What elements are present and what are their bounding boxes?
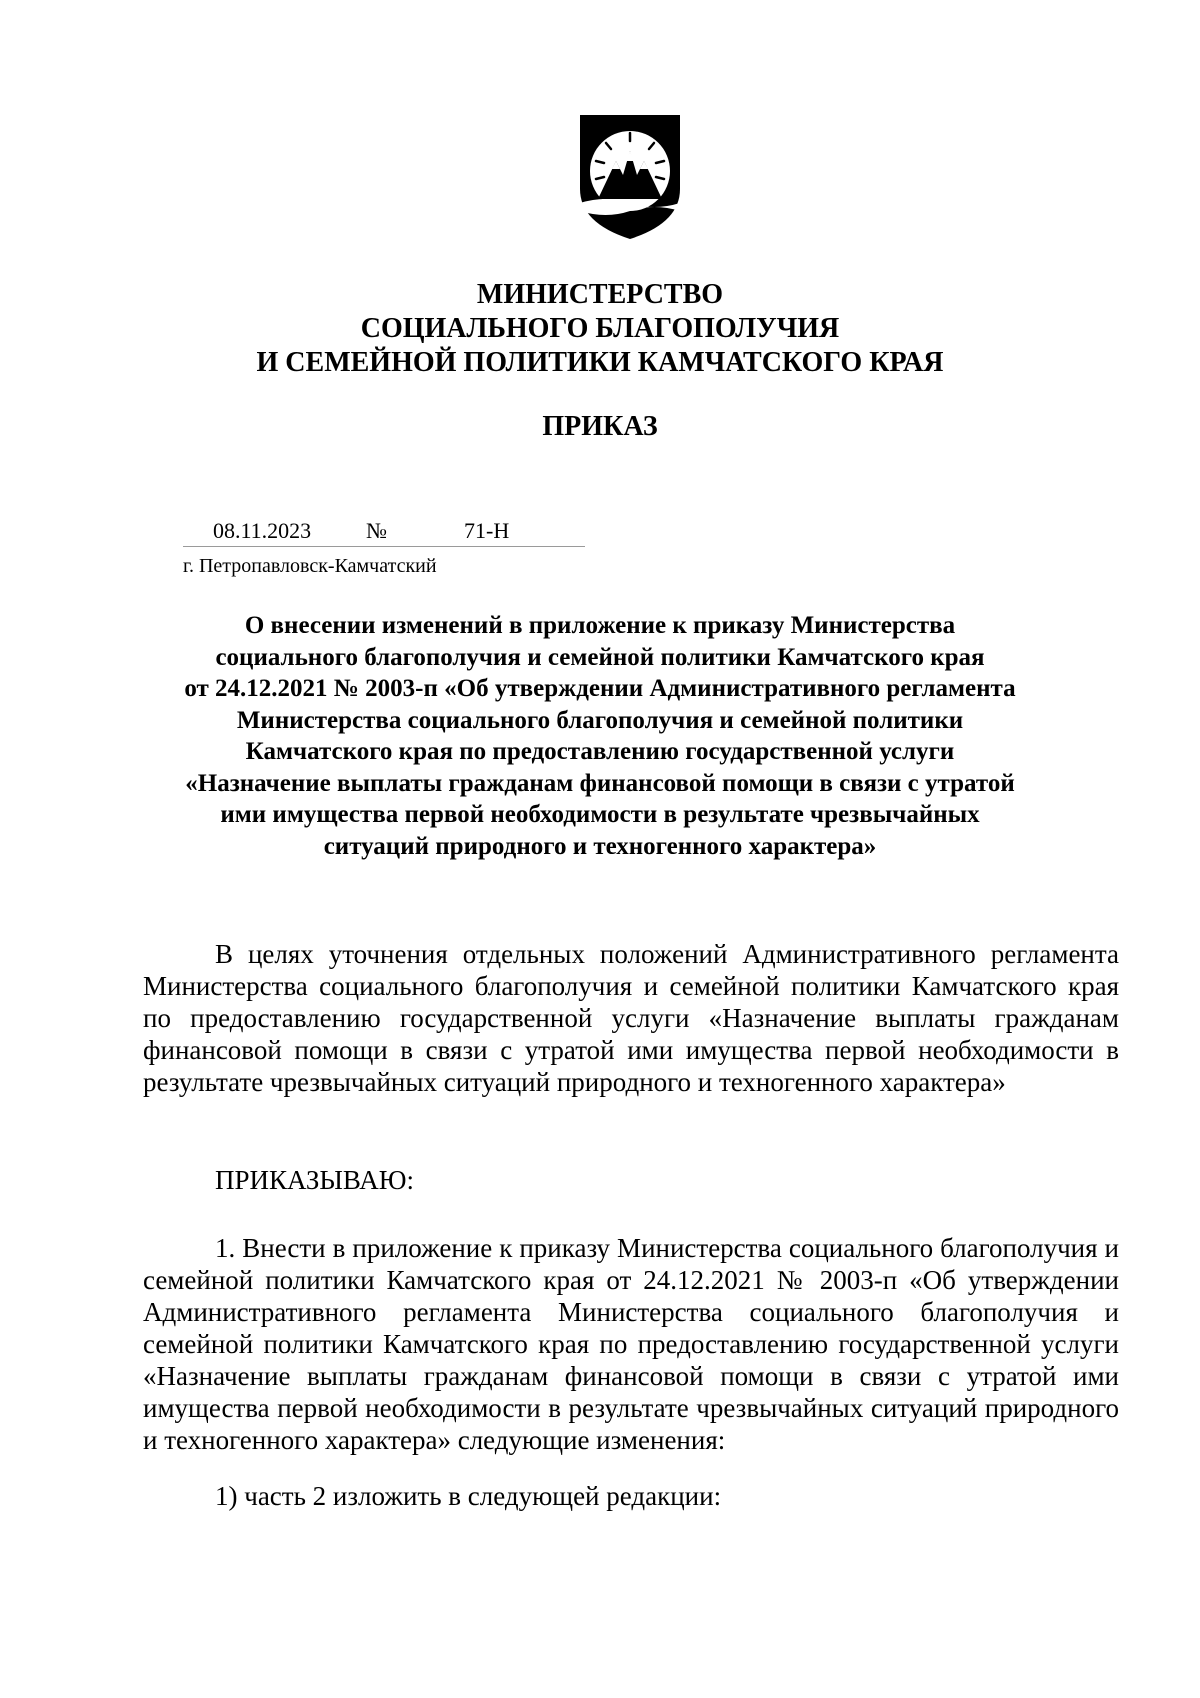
title-line: от 24.12.2021 № 2003-п «Об утверждении Административного регламента xyxy=(184,675,1016,702)
title-line: Камчатского края по предоставлению государственной услуги xyxy=(245,738,955,765)
order-word: ПРИКАЗЫВАЮ: xyxy=(215,1165,414,1195)
title-line: ситуаций природного и техногенного характера» xyxy=(323,832,877,860)
item-1-1-paragraph xyxy=(143,1480,1119,1512)
item-1-text: 1. Внести в приложение к приказу Министерства социального благополучия и семейной политики Камчатского края от 24.12.2021 № 2003-п «Об утверждении Административного регламента Министерства социального благополучия и семейной политики Камчатского края по предоставлению государственной услуги «Назначение выплаты гражданам финансовой помощи в связи с утратой ими имущества первой необходимости в результате чрезвычайных ситуаций природного и техногенного характера» следующие изменения: xyxy=(143,1233,1119,1455)
document-date: 08.11.2023 xyxy=(213,518,312,543)
document-city: г. Петропавловск-Камчатский xyxy=(183,555,437,577)
requisites-line xyxy=(183,516,585,547)
ministry-line-1: МИНИСТЕРСТВО xyxy=(476,279,724,310)
item-1-1-text: 1) часть 2 изложить в следующей редакции: xyxy=(215,1481,722,1511)
item-1-paragraph xyxy=(143,1232,1119,1456)
ministry-name xyxy=(150,278,1050,380)
coat-of-arms-icon xyxy=(576,111,684,243)
title-line: социального благополучия и семейной политики Камчатского края xyxy=(215,643,985,671)
document-title xyxy=(140,610,1060,862)
ministry-line-3: И СЕМЕЙНОЙ ПОЛИТИКИ КАМЧАТСКОГО КРАЯ xyxy=(256,347,944,378)
number-sign: № xyxy=(366,518,387,543)
title-line: «Назначение выплаты гражданам финансовой помощи в связи с утратой xyxy=(185,769,1015,797)
document-number: 71-Н xyxy=(464,518,510,543)
document-type: ПРИКАЗ xyxy=(542,411,658,442)
title-line: ими имущества первой необходимости в результате чрезвычайных xyxy=(220,801,980,828)
title-line: О внесении изменений в приложение к приказу Министерства xyxy=(244,612,956,639)
title-line: Министерства социального благополучия и семейной политики xyxy=(236,706,964,734)
preamble-paragraph xyxy=(143,938,1119,1098)
ministry-line-2: СОЦИАЛЬНОГО БЛАГОПОЛУЧИЯ xyxy=(360,313,840,344)
preamble-text: В целях уточнения отдельных положений Административного регламента Министерства социального благополучия и семейной политики Камчатского края по предоставлению государственной услуги «Назначение выплаты гражданам финансовой помощи в связи с утратой ими имущества первой необходимости в результате чрезвычайных ситуаций природного и техногенного характера» xyxy=(143,939,1119,1097)
